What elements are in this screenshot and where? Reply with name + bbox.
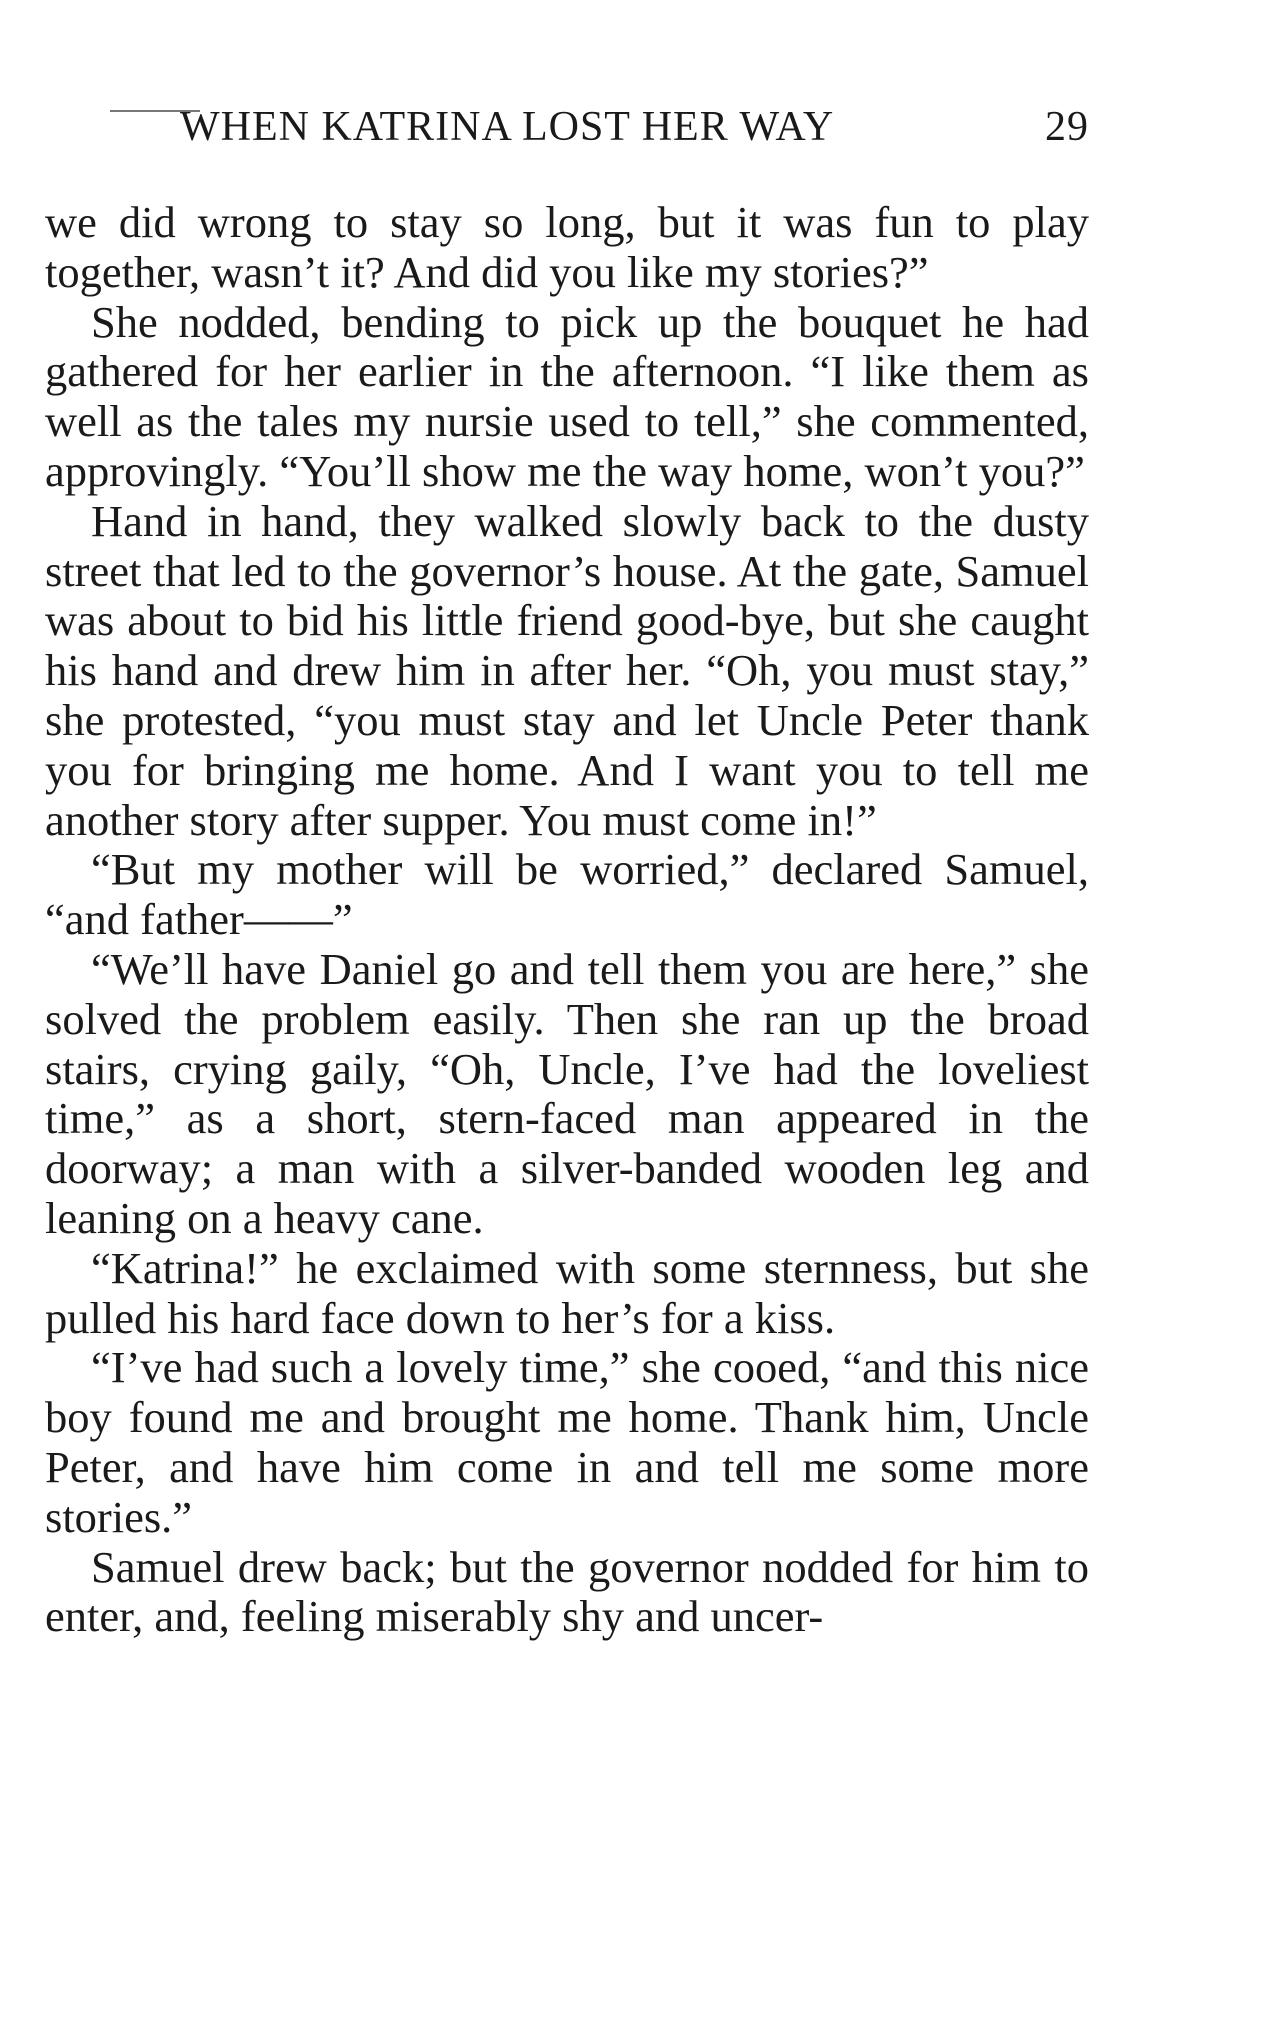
page-number: 29 [1045,104,1089,150]
paragraph-5: “We’ll have Daniel go and tell them you are here,” she solved the problem easily. Then she ran up the broad stairs, crying gaily, “Oh, Uncle, I’ve had the loveliest time,” as a short, stern-faced man appeared in the doorway; a man with a silver-banded wooden leg and leaning on a heavy cane. [45,943,1089,1243]
running-head [45,104,1089,150]
paragraph-7: “I’ve had such a lovely time,” she cooed, “and this nice boy found me and brought me home. Thank him, Uncle Peter, and have him come in and tell me some more stories.” [45,1342,1089,1542]
body-text [45,198,1089,1642]
paragraph-3: Hand in hand, they walked slowly back to the dusty street that led to the governor’s house. At the gate, Samuel was about to bid his little friend good-bye, but she caught his hand and drew him in after her. “Oh, you must stay,” she protested, “you must stay and let Uncle Peter thank you for bringing me home. And I want you to tell me another story after supper. You must come in!” [45,495,1089,845]
running-title: WHEN KATRINA LOST HER WAY [180,104,835,150]
paragraph-2: She nodded, bending to pick up the bouquet he had gathered for her earlier in the afternoon. “I like them as well as the tales my nursie used to tell,” she commented, approvingly. “You’ll show me the way home, won’t you?” [45,296,1089,496]
paragraph-8: Samuel drew back; but the governor nodded for him to enter, and, feeling miserably shy and uncer- [45,1541,1089,1642]
paragraph-4: “But my mother will be worried,” declared Samuel, “and father——” [45,844,1089,945]
paragraph-1: we did wrong to stay so long, but it was fun to play together, wasn’t it? And did you like my stories?” [45,197,1089,297]
paragraph-6: “Katrina!” he exclaimed with some sternness, but she pulled his hard face down to her’s for a kiss. [45,1242,1089,1343]
